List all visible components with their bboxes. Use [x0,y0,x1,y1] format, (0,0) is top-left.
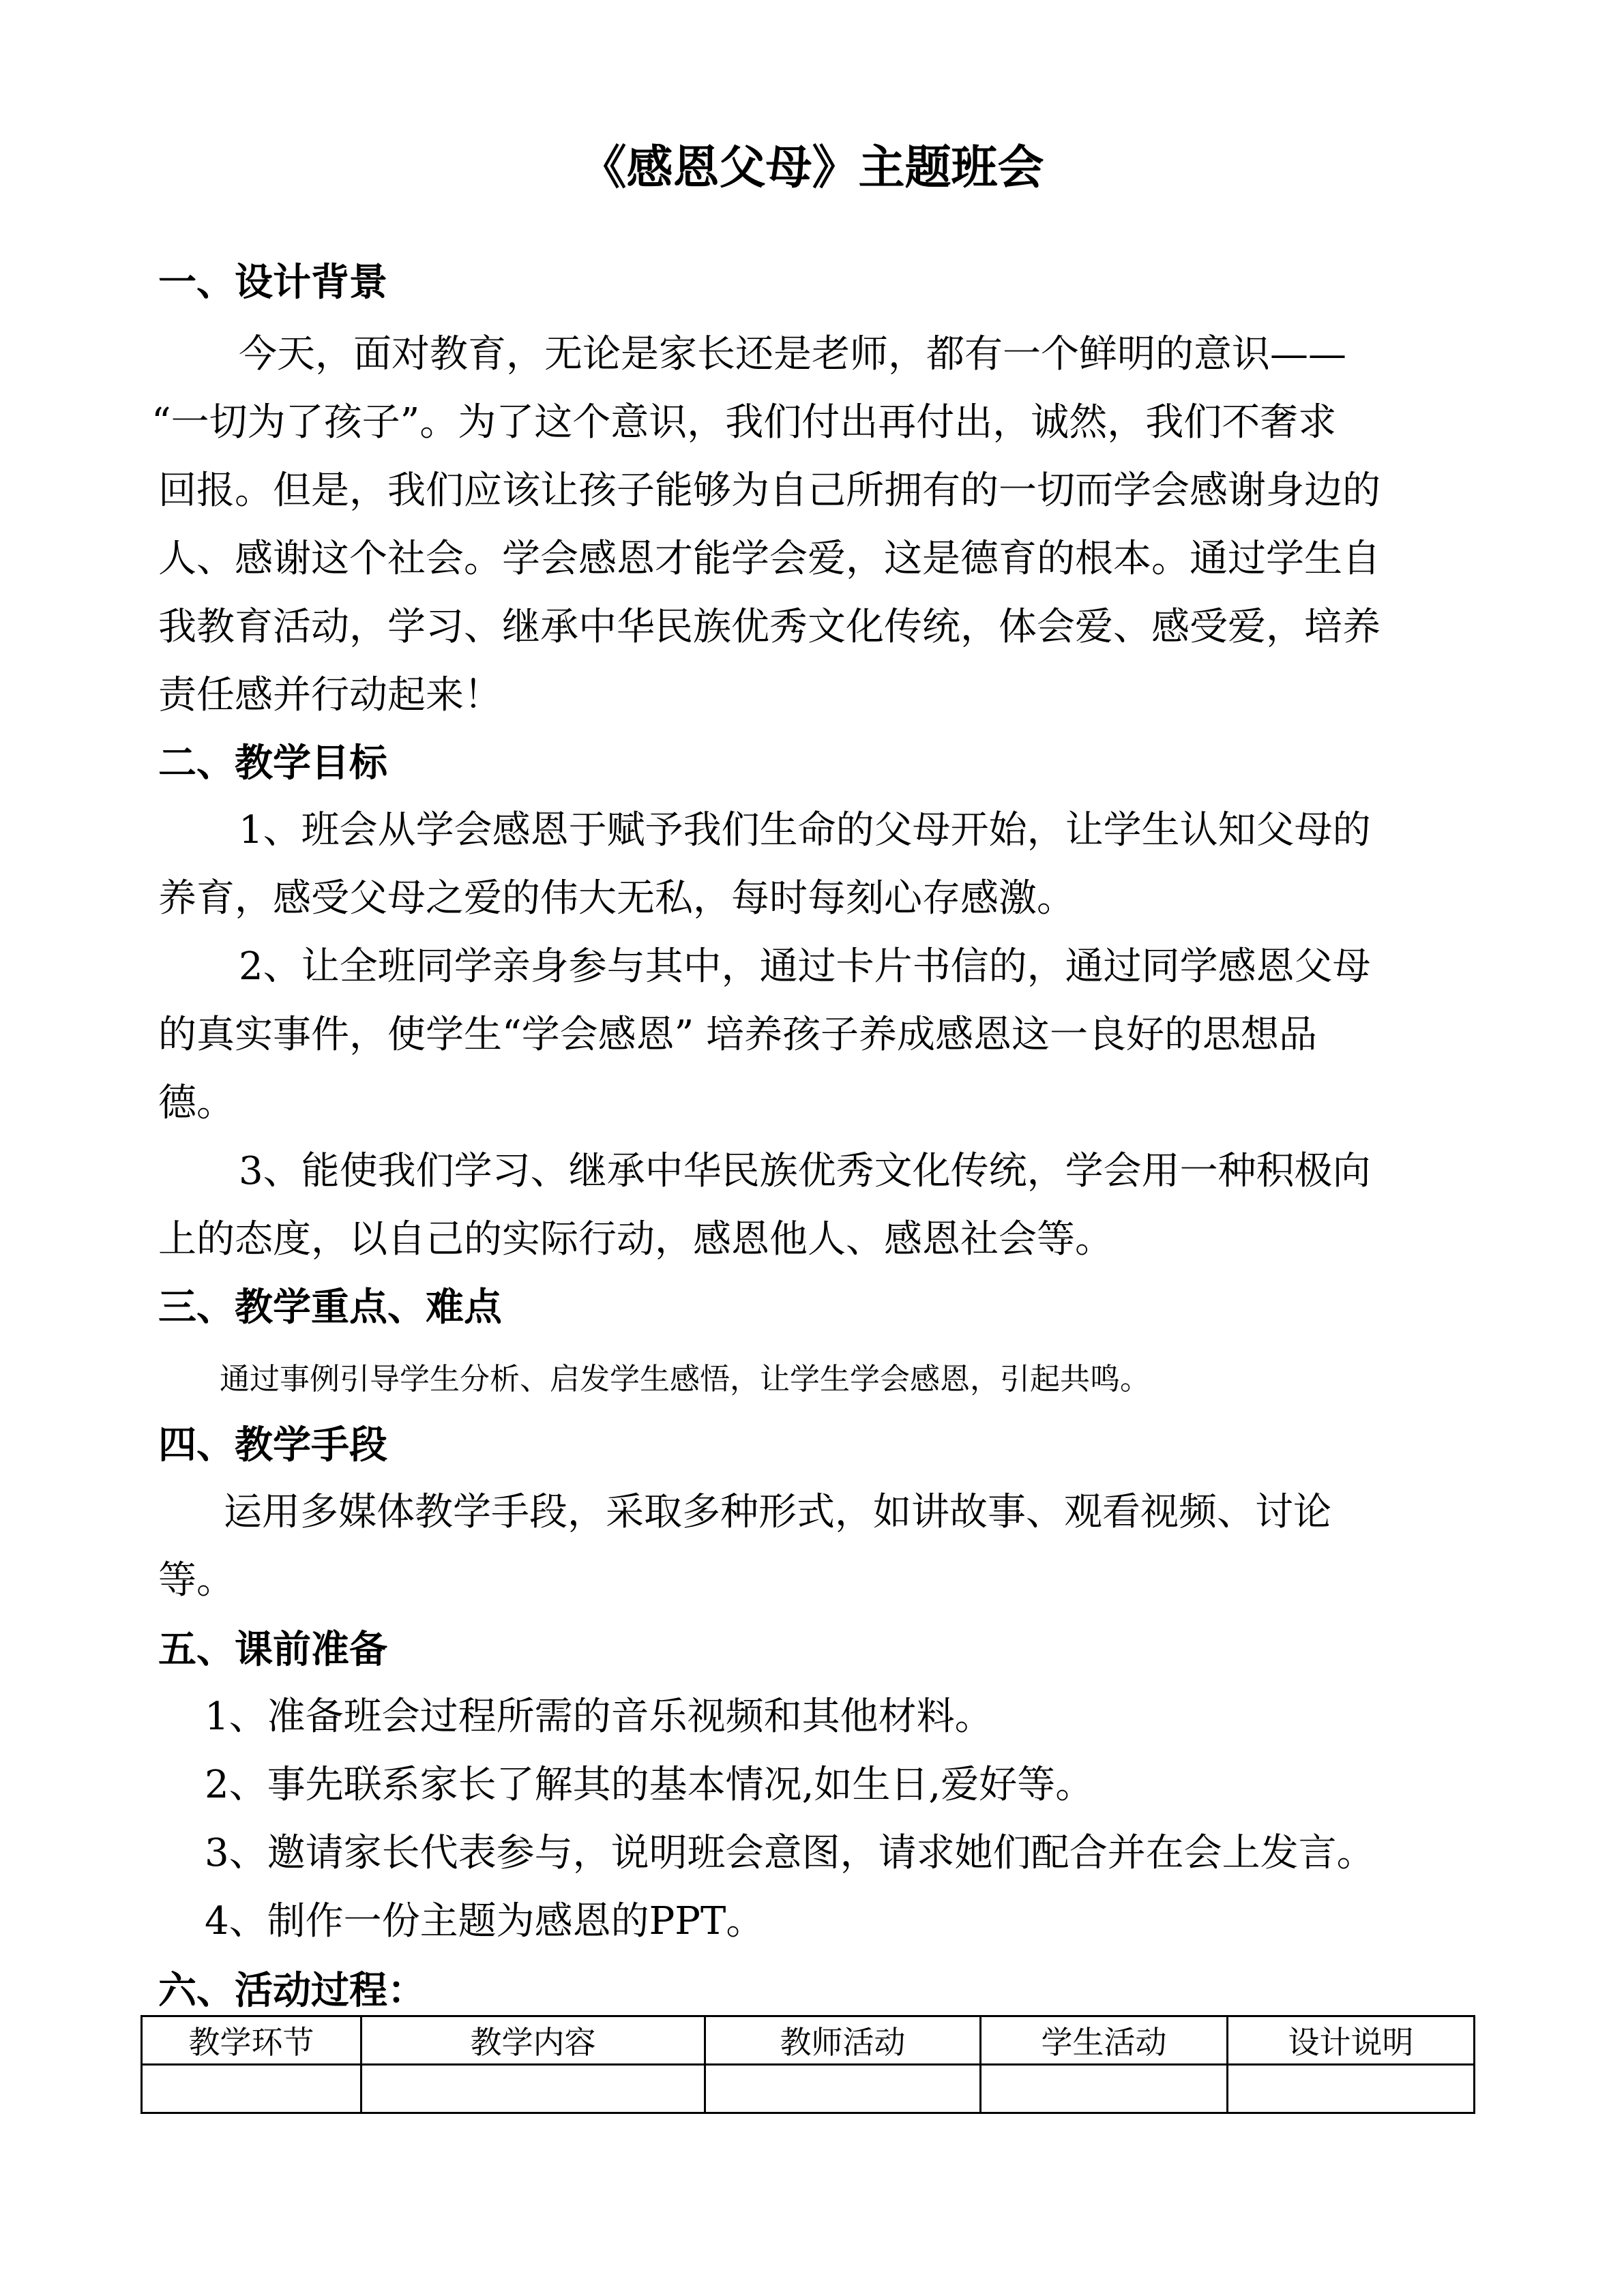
paragraph-line: 等。 [158,1558,235,1602]
table-row [142,2065,1475,2113]
section-heading-goals: 二、教学目标 [158,741,387,786]
section-heading-background: 一、设计背景 [158,260,387,305]
goal-item-2 [158,933,1468,1137]
paragraph-line: 人、感谢这个社会。学会感恩才能学会爱，这是德育的根本。通过学生自 [158,537,1381,581]
activity-process-table [141,2015,1475,2114]
paragraph-line: 养育，感受父母之爱的伟大无私，每时每刻心存感激。 [158,876,1075,921]
paragraph-line: 上的态度，以自己的实际行动，感恩他人、感恩社会等。 [158,1217,1113,1262]
preparation-item: 1、准备班会过程所需的音乐视频和其他材料。 [205,1695,993,1739]
table-cell [705,2065,981,2113]
table-cell [142,2065,361,2113]
paragraph-line: 责任感并行动起来！ [158,673,502,717]
table-header-cell: 设计说明 [1228,2016,1475,2065]
section-heading-process: 六、活动过程： [158,1969,426,2013]
table-header-cell: 教师活动 [705,2016,981,2065]
paragraph-line: 今天，面对教育，无论是家长还是老师，都有一个鲜明的意识—— [239,332,1346,376]
goal-item-3 [158,1137,1468,1274]
goal-item-1 [158,796,1468,933]
table-header-cell: 学生活动 [981,2016,1228,2065]
paragraph-line: 3、能使我们学习、继承中华民族优秀文化传统，学会用一种积极向 [239,1149,1371,1193]
page-title: 《感恩父母》主题班会 [580,141,1044,195]
table-header-row [142,2016,1475,2065]
table-cell [1228,2065,1475,2113]
paragraph-line: “一切为了孩子”。为了这个意识，我们付出再付出，诚然，我们不奢求 [151,400,1337,445]
paragraph-line: 2、让全班同学亲身参与其中，通过卡片书信的，通过同学感恩父母 [239,944,1371,989]
section-heading-preparation: 五、课前准备 [158,1628,387,1672]
methods-paragraph [158,1478,1468,1615]
preparation-item: 4、制作一份主题为感恩的PPT。 [205,1899,765,1943]
paragraph-line: 回报。但是，我们应该让孩子能够为自己所拥有的一切而学会感谢身边的 [158,468,1381,513]
section-heading-key-points: 三、教学重点、难点 [158,1285,502,1330]
table-cell [361,2065,705,2113]
preparation-item: 2、事先联系家长了解其的基本情况,如生日,爱好等。 [205,1763,1094,1807]
table-cell [981,2065,1228,2113]
table-header-cell: 教学内容 [361,2016,705,2065]
background-paragraph [151,320,1468,730]
section-heading-methods: 四、教学手段 [158,1423,387,1467]
paragraph-line: 德。 [158,1081,235,1125]
paragraph-line: 我教育活动，学习、继承中华民族优秀文化传统，体会爱、感受爱，培养 [158,605,1381,649]
paragraph-line: 1、班会从学会感恩于赋予我们生命的父母开始，让学生认知父母的 [239,808,1371,852]
table-header-cell: 教学环节 [142,2016,361,2065]
paragraph-line: 运用多媒体教学手段，采取多种形式，如讲故事、观看视频、讨论 [224,1490,1331,1534]
paragraph-line: 的真实事件，使学生“学会感恩” 培养孩子养成感恩这一良好的思想品 [158,1013,1318,1057]
key-points-text: 通过事例引导学生分析、启发学生感悟，让学生学会感恩，引起共鸣。 [220,1362,1150,1397]
preparation-item: 3、邀请家长代表参与，说明班会意图，请求她们配合并在会上发言。 [205,1831,1375,1875]
